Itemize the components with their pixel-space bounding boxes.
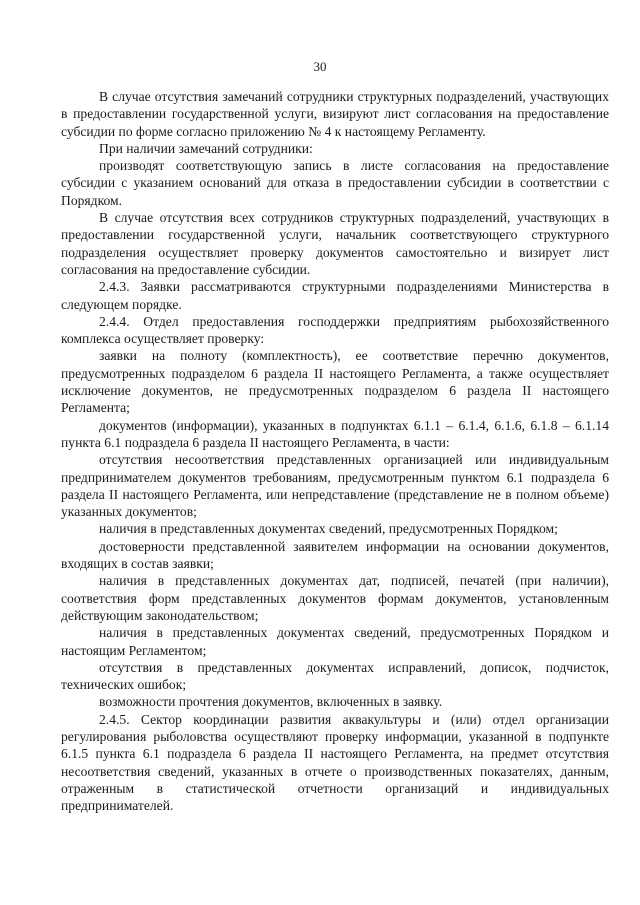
paragraph-no-corrections: отсутствия в представленных документах исправлений, дописок, подчисток, технических ошибок; bbox=[61, 659, 609, 693]
paragraph-2-4-4: 2.4.4. Отдел предоставления господдержки предприятиям рыбохозяйственного комплекса осуществляет проверку: bbox=[61, 313, 609, 347]
page-number: 30 bbox=[313, 59, 327, 74]
paragraph-info-presence: наличия в представленных документах сведений, предусмотренных Порядком; bbox=[99, 521, 558, 537]
paragraph-completeness-check: заявки на полноту (комплектность), ее соответствие перечню документов, предусмотренных подразделом 6 раздела II настоящего Регламента, а также осуществляет исключение документов, не предусмотренных подразделом 6 раздела II настоящего Регламента; bbox=[61, 348, 609, 416]
paragraph-remarks-intro: При наличии замечаний сотрудники: bbox=[99, 140, 313, 156]
paragraph-remarks-record: производят соответствующую запись в листе согласования на предоставление субсидии с указанием оснований для отказа в предоставлении субсидии в соответствии с Порядком. bbox=[61, 158, 609, 208]
paragraph-documents-check: документов (информации), указанных в подпунктах 6.1.1 – 6.1.4, 6.1.6, 6.1.8 – 6.1.14 пункта 6.1 подраздела 6 раздела II настоящего Регламента, в части: bbox=[61, 417, 609, 450]
paragraph-dates-signatures: наличия в представленных документах дат, подписей, печатей (при наличии), соответствия форм представленных документов формам документов, установленным действующим законодательством; bbox=[61, 573, 609, 623]
paragraph-absence-staff: В случае отсутствия всех сотрудников структурных подразделений, участвующих в предоставлении государственной услуги, начальник соответствующего структурного подразделения осуществляет проверку документов самостоятельно и визирует лист согласования на предоставление субсидии. bbox=[61, 210, 609, 277]
paragraph-reliability: достоверности представленной заявителем информации на основании документов, входящих в состав заявки; bbox=[61, 538, 609, 572]
document-body bbox=[61, 88, 609, 814]
paragraph-readability: возможности прочтения документов, включенных в заявку. bbox=[99, 694, 443, 710]
paragraph-regulation-info: наличия в представленных документах сведений, предусмотренных Порядком и настоящим Регламентом; bbox=[61, 625, 609, 658]
paragraph-2-4-5: 2.4.5. Сектор координации развития аквакультуры и (или) отдел организации регулирования рыболовства осуществляют проверку информации, указанной в подпункте 6.1.5 пункта 6.1 подраздела 6 раздела II настоящего Регламента, на предмет отсутствия несоответствия сведений, указанных в отчете о производственных показателях, данным, отраженным в статистической отчетности организаций и индивидуальных предпринимателей. bbox=[61, 711, 609, 814]
paragraph-nonconformity: отсутствия несоответствия представленных организацией или индивидуальным предпринимателем документов требованиям, предусмотренным пунктом 6.1 подраздела 6 раздела II настоящего Регламента, или непредставление (представление не в полном объеме) указанных документов; bbox=[61, 452, 609, 520]
paragraph-approval-no-remarks: В случае отсутствия замечаний сотрудники структурных подразделений, участвующих в предоставлении государственной услуги, визируют лист согласования на предоставление субсидии по форме согласно приложению № 4 к настоящему Регламенту. bbox=[61, 89, 609, 139]
paragraph-2-4-3: 2.4.3. Заявки рассматриваются структурными подразделениями Министерства в следующем порядке. bbox=[61, 279, 609, 312]
